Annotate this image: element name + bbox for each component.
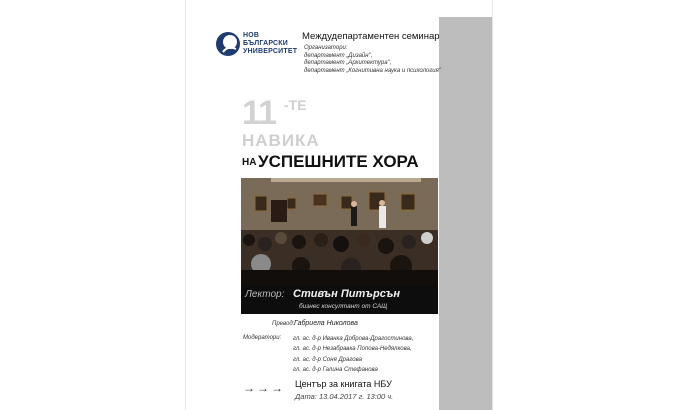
headline-suffix: -ТЕ	[284, 97, 307, 113]
seminar-poster	[186, 0, 492, 410]
organizer-item: департамент „Архитектура",	[304, 60, 392, 67]
moderator-item: гл. ас. д-р Незабравка Попова-Недялкова,	[293, 346, 412, 353]
lecturer-band	[241, 286, 438, 314]
organizer-item: департамент „Когнитивна наука и психология"	[304, 67, 441, 74]
lecturer-role: бизнес консултант от САЩ	[299, 303, 388, 310]
headline-line-2: НАВИКА	[242, 131, 320, 150]
logo-line-3: УНИВЕРСИТЕТ	[243, 48, 298, 55]
headline-number: 11	[242, 94, 276, 132]
moderators-list	[293, 334, 413, 375]
organizer-item: департамент „Дизайн",	[304, 52, 373, 59]
translation-label: Превод:	[272, 321, 295, 327]
headline-line-3: УСПЕШНИТЕ ХОРА	[258, 152, 419, 171]
university-name	[243, 32, 297, 56]
event-venue: Център за книгата НБУ	[295, 379, 392, 389]
moderator-item: гл. ас. д-р Галина Стефанова	[293, 366, 378, 373]
translator-name: Габриела Николова	[294, 320, 358, 327]
lecture-audience-photo	[241, 178, 438, 286]
seminar-title: Междудепартаментен семинар	[302, 31, 440, 42]
organizers-label: Организатори:	[304, 45, 348, 51]
moderator-item: гл. ас. д-р Иванка Доброва-Драгостинова,	[293, 336, 414, 342]
organizers-block	[304, 45, 441, 75]
headline-prefix: НА	[242, 157, 257, 168]
lecturer-label: Лектор:	[245, 289, 285, 300]
moderators-label: Модератори:	[243, 335, 282, 341]
logo-line-2: БЪЛГАРСКИ	[243, 40, 288, 47]
arrow-icons: →→→	[243, 381, 285, 395]
logo-line-1: НОВ	[243, 32, 260, 39]
nbu-logo-icon	[215, 31, 241, 57]
event-date: Дата: 13.04.2017 г. 13:00 ч.	[295, 392, 394, 401]
lecturer-name: Стивън Питърсън	[293, 288, 401, 300]
decorative-gray-bar	[439, 17, 492, 410]
moderator-item: гл. ас. д-р Соня Драгова	[293, 356, 362, 363]
